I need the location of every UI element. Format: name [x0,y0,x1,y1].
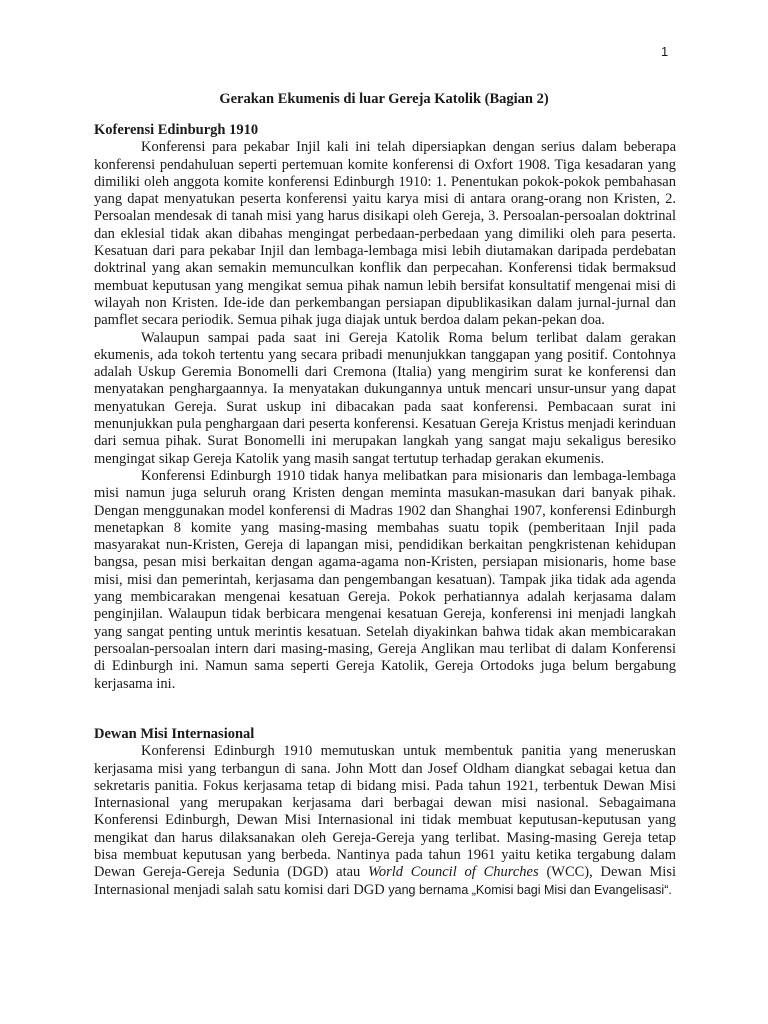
section-edinburgh [94,122,676,693]
section-heading: Koferensi Edinburgh 1910 [94,122,259,138]
paragraph: Walaupun sampai pada saat ini Gereja Katolik Roma belum terlibat dalam gerakan ekumenis, ada tokoh tertentu yang secara pribadi menunjukkan tanggapan yang positif. Contohnya adalah Uskup Geremia Bonomelli dari Cremona (Italia) yang mengirim surat ke konferensi dan menyatakan penghargaannya. Ia menyatakan dukungannya untuk mencari unsur-unsur yang dapat menyatukan Gereja. Surat uskup ini dibacakan pada saat konferensi. Pembacaan surat ini menunjukkan pula penghargaan dari peserta konferensi. Kesatuan Gereja Kristus menjadi kerinduan dari semua pihak. Surat Bonomelli ini merupakan langkah yang sangat maju sekaligus beresiko mengingat sikap Gereja Katolik yang masih sangat tertutup terhadap gerakan ekumenis. [94,329,676,467]
section-dewan-misi [94,726,676,899]
paragraph-tail: yang bernama „Komisi bagi Misi dan Evangelisasi“. [388,882,672,897]
paragraph: Konferensi Edinburgh 1910 tidak hanya melibatkan para misionaris dan lembaga-lembaga misi namun juga seluruh orang Kristen dengan meminta masukan-masukan dari banyak pihak. Dengan menggunakan model konferensi di Madras 1902 dan Shanghai 1907, konferensi Edinburgh menetapkan 8 komite yang masing-masing membahas suatu topik (pemberitaan Injil pada masyarakat nun-Kristen, Gereja di lapangan misi, pendidikan berkaitan pengkristenan kehidupan bangsa, pesan misi berkaitan dengan agama-agama non-Kristen, persiapan misionaris, home base misi, misi dan pemerintah, kerjasama dan pengembangan kesatuan). Tampak jika tidak ada agenda yang membicarakan mengenai kesatuan Gereja. Pokok perhatiannya adalah kerjasama dalam penginjilan. Walaupun tidak berbicara mengenai kesatuan Gereja, konferensi ini menjadi langkah yang sangat penting untuk merintis kesatuan. Setelah diyakinkan bahwa tidak akan membicarakan persoalan-persoalan intern dari masing-masing, Gereja Anglikan mau terlibat di dalam Konferensi di Edinburgh ini. Namun sama seperti Gereja Katolik, Gereja Ortodoks juga belum bergabung kerjasama ini. [94,467,676,692]
page-number: 1 [661,44,669,59]
paragraph [94,743,676,899]
paragraph: Konferensi para pekabar Injil kali ini telah dipersiapkan dengan serius dalam beberapa konferensi pendahuluan seperti pertemuan komite konferensi di Oxfort 1908. Tiga kesadaran yang dimiliki oleh anggota komite konferensi Edinburgh 1910: 1. Penentukan pokok-pokok pembahasan yang dapat menyatukan peserta konferensi yaitu karya misi di antara orang-orang non Kristen, 2. Persoalan mendesak di tanah misi yang harus disikapi oleh Gereja, 3. Persoalan-persoalan doktrinal dan eklesial tidak akan dibahas mengingat perbedaan-perbedaan yang dimiliki oleh para peserta. Kesatuan dari para pekabar Injil dan lembaga-lembaga misi lebih diutamakan daripada perdebatan doktrinal yang akan semakin memunculkan konflik dan perpecahan. Konferensi tidak bermaksud membuat keputusan yang mengikat semua pihak namun lebih bersifat konsultatif mengenai misi di wilayah non Kristen. Ide-ide dan perkembangan persiapan dipublikasikan dalam jurnal-jurnal dan pamflet secara periodik. Semua pihak juga diajak untuk berdoa dalam pekan-pekan doa. [94,139,676,329]
section-heading: Dewan Misi Internasional [94,726,255,742]
document-title: Gerakan Ekumenis di luar Gereja Katolik (Bagian 2) [219,91,549,107]
paragraph-text: Konferensi Edinburgh 1910 memutuskan untuk membentuk panitia yang meneruskan kerjasama misi yang terbangun di sana. John Mott dan Josef Oldham diangkat sebagai ketua dan sekretaris panitia. Fokus kerjasama tetap di bidang misi. Pada tahun 1921, terbentuk Dewan Misi Internasional yang merupakan kerjasama dari berbagai dewan misi nasional. Sebagaimana Konferensi Edinburgh, Dewan Misi Internasional ini tidak membuat keputusan-keputusan yang mengikat dan harus dilaksanakan oleh Gereja-Gereja yang terlibat. Masing-masing Gereja tetap bisa membuat keputusan yang berbeda. Nantinya pada tahun 1961 yaitu ketika tergabung dalam Dewan Gereja-Gereja Sedunia (DGD) atau [94,743,676,881]
italic-term: World Council of Churches [368,864,539,881]
paragraph-text: (WCC), Dewan Misi Internasional menjadi salah satu komisi dari DGD [94,864,676,898]
